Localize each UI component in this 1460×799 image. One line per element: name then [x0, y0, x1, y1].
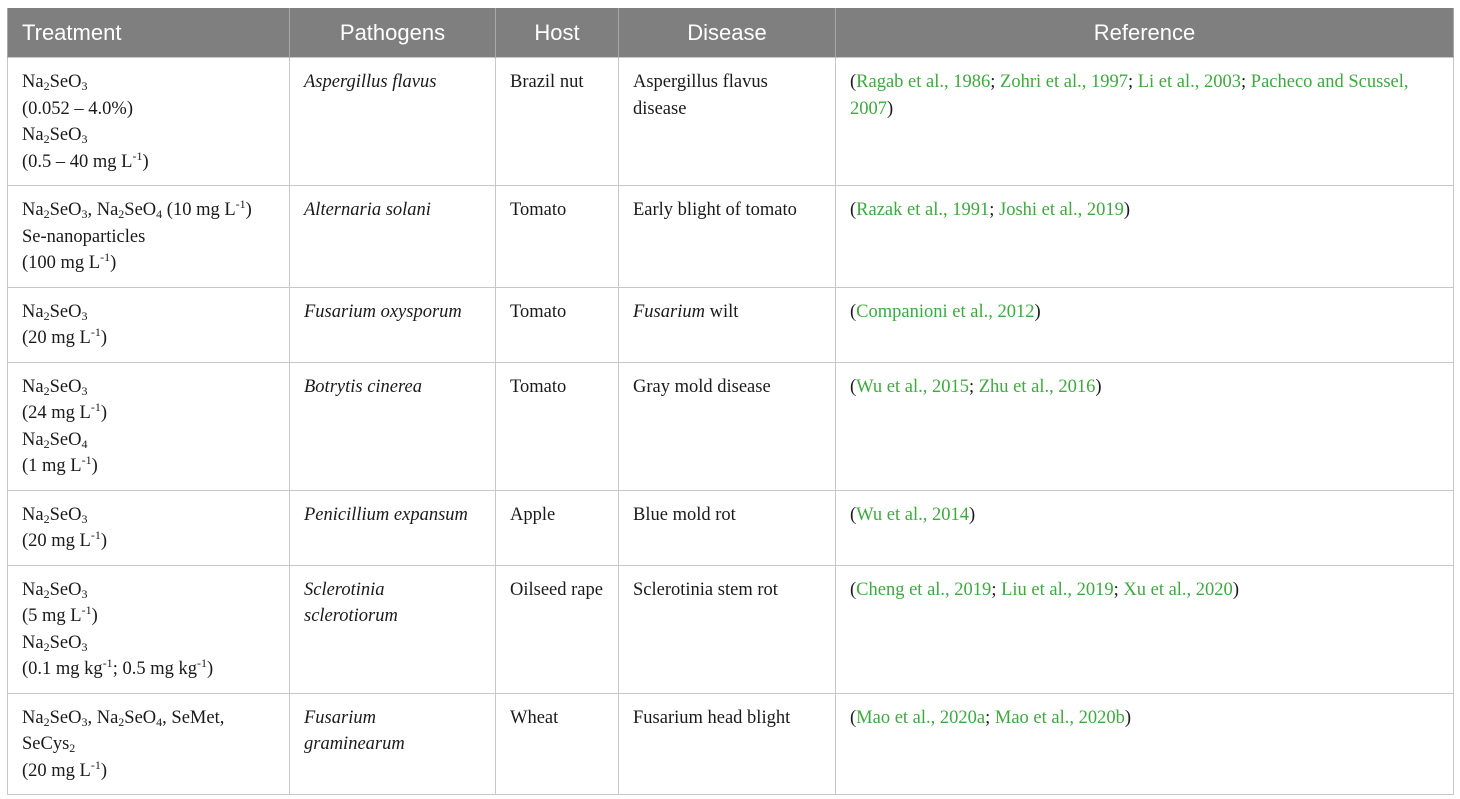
- cell-treatment: $Na_2SeO_3$ (5 mg $L^{-1}$) $Na_2SeO_3$ (0.1 mg $kg^{-1}$; 0.5 mg $kg^{-1}$): [8, 565, 290, 693]
- header-pathogens: Pathogens: [290, 8, 496, 58]
- reference-link[interactable]: Cheng et al., 2019: [856, 579, 992, 600]
- reference-link[interactable]: Joshi et al., 2019: [999, 200, 1124, 220]
- table-row: [8, 186, 1454, 288]
- cell-pathogen: Alternaria solani: [290, 186, 496, 288]
- cell-reference: (Wu et al., 2015; Zhu et al., 2016): [836, 362, 1454, 490]
- selenium-pathogen-table: [7, 8, 1454, 795]
- reference-link[interactable]: Wu et al., 2015: [856, 376, 969, 397]
- cell-pathogen: Fusarium graminearum: [290, 693, 496, 795]
- cell-disease: Fusarium wilt: [619, 287, 836, 362]
- cell-disease: Gray mold disease: [619, 362, 836, 490]
- cell-treatment: $Na_2SeO_3$ (20 mg $L^{-1}$): [8, 490, 290, 565]
- cell-pathogen: Penicillium expansum: [290, 490, 496, 565]
- cell-disease: Blue mold rot: [619, 490, 836, 565]
- cell-disease: Aspergillus flavus disease: [619, 58, 836, 186]
- table-row: [8, 490, 1454, 565]
- cell-reference: (Cheng et al., 2019; Liu et al., 2019; Xu et al., 2020): [836, 565, 1454, 693]
- cell-host: Brazil nut: [496, 58, 619, 186]
- cell-reference: (Companioni et al., 2012): [836, 287, 1454, 362]
- cell-reference: (Mao et al., 2020a; Mao et al., 2020b): [836, 693, 1454, 795]
- header-treatment: Treatment: [8, 8, 290, 58]
- reference-link[interactable]: Zohri et al., 1997: [1000, 72, 1128, 92]
- cell-host: Oilseed rape: [496, 565, 619, 693]
- table-row: [8, 565, 1454, 693]
- reference-link[interactable]: Zhu et al., 2016: [978, 376, 1096, 397]
- header-row: [8, 8, 1454, 58]
- cell-pathogen: Fusarium oxysporum: [290, 287, 496, 362]
- cell-pathogen: Sclerotinia sclerotiorum: [290, 565, 496, 693]
- header-host: Host: [496, 8, 619, 58]
- cell-disease: Sclerotinia stem rot: [619, 565, 836, 693]
- header-disease: Disease: [619, 8, 836, 58]
- cell-disease: Fusarium head blight: [619, 693, 836, 795]
- table-row: [8, 287, 1454, 362]
- cell-reference: (Ragab et al., 1986; Zohri et al., 1997; Li et al., 2003; Pacheco and Scussel, 2007): [836, 58, 1454, 186]
- cell-host: Tomato: [496, 287, 619, 362]
- cell-treatment: $Na_2SeO_3$ (0.052 – 4.0%) $Na_2SeO_3$ (0.5 – 40 mg $L^{-1}$): [8, 58, 290, 186]
- cell-treatment: $Na_2SeO_3$ (24 mg $L^{-1}$) $Na_2SeO_4$ (1 mg $L^{-1}$): [8, 362, 290, 490]
- reference-link[interactable]: Mao et al., 2020a: [856, 707, 986, 728]
- reference-link[interactable]: Ragab et al., 1986: [856, 72, 991, 92]
- cell-reference: (Razak et al., 1991; Joshi et al., 2019): [836, 186, 1454, 288]
- reference-link[interactable]: Liu et al., 2019: [1001, 579, 1114, 600]
- table-row: [8, 58, 1454, 186]
- cell-treatment: $Na_2SeO_3$ (20 mg $L^{-1}$): [8, 287, 290, 362]
- cell-reference: (Wu et al., 2014): [836, 490, 1454, 565]
- cell-host: Tomato: [496, 362, 619, 490]
- table-row: [8, 693, 1454, 795]
- cell-host: Tomato: [496, 186, 619, 288]
- cell-treatment: $Na_2SeO_3$, $Na_2SeO_4$, SeMet, SeCys$_2$ (20 mg $L^{-1}$): [8, 693, 290, 795]
- table-row: [8, 362, 1454, 490]
- cell-host: Apple: [496, 490, 619, 565]
- cell-pathogen: Botrytis cinerea: [290, 362, 496, 490]
- cell-disease: Early blight of tomato: [619, 186, 836, 288]
- reference-link[interactable]: Razak et al., 1991: [856, 200, 990, 220]
- cell-pathogen: Aspergillus flavus: [290, 58, 496, 186]
- cell-host: Wheat: [496, 693, 619, 795]
- reference-link[interactable]: Pacheco and Scussel, 2007: [850, 72, 1409, 119]
- reference-link[interactable]: Mao et al., 2020b: [994, 707, 1125, 728]
- reference-link[interactable]: Xu et al., 2020: [1123, 579, 1233, 600]
- reference-link[interactable]: Li et al., 2003: [1137, 72, 1242, 92]
- header-reference: Reference: [836, 8, 1454, 58]
- table-body: [8, 58, 1454, 795]
- reference-link[interactable]: Companioni et al., 2012: [856, 301, 1035, 322]
- reference-link[interactable]: Wu et al., 2014: [856, 504, 969, 525]
- cell-treatment: $Na_2SeO_3$, $Na_2SeO_4$ (10 mg $L^{-1}$) Se-nanoparticles (100 mg $L^{-1}$): [8, 186, 290, 288]
